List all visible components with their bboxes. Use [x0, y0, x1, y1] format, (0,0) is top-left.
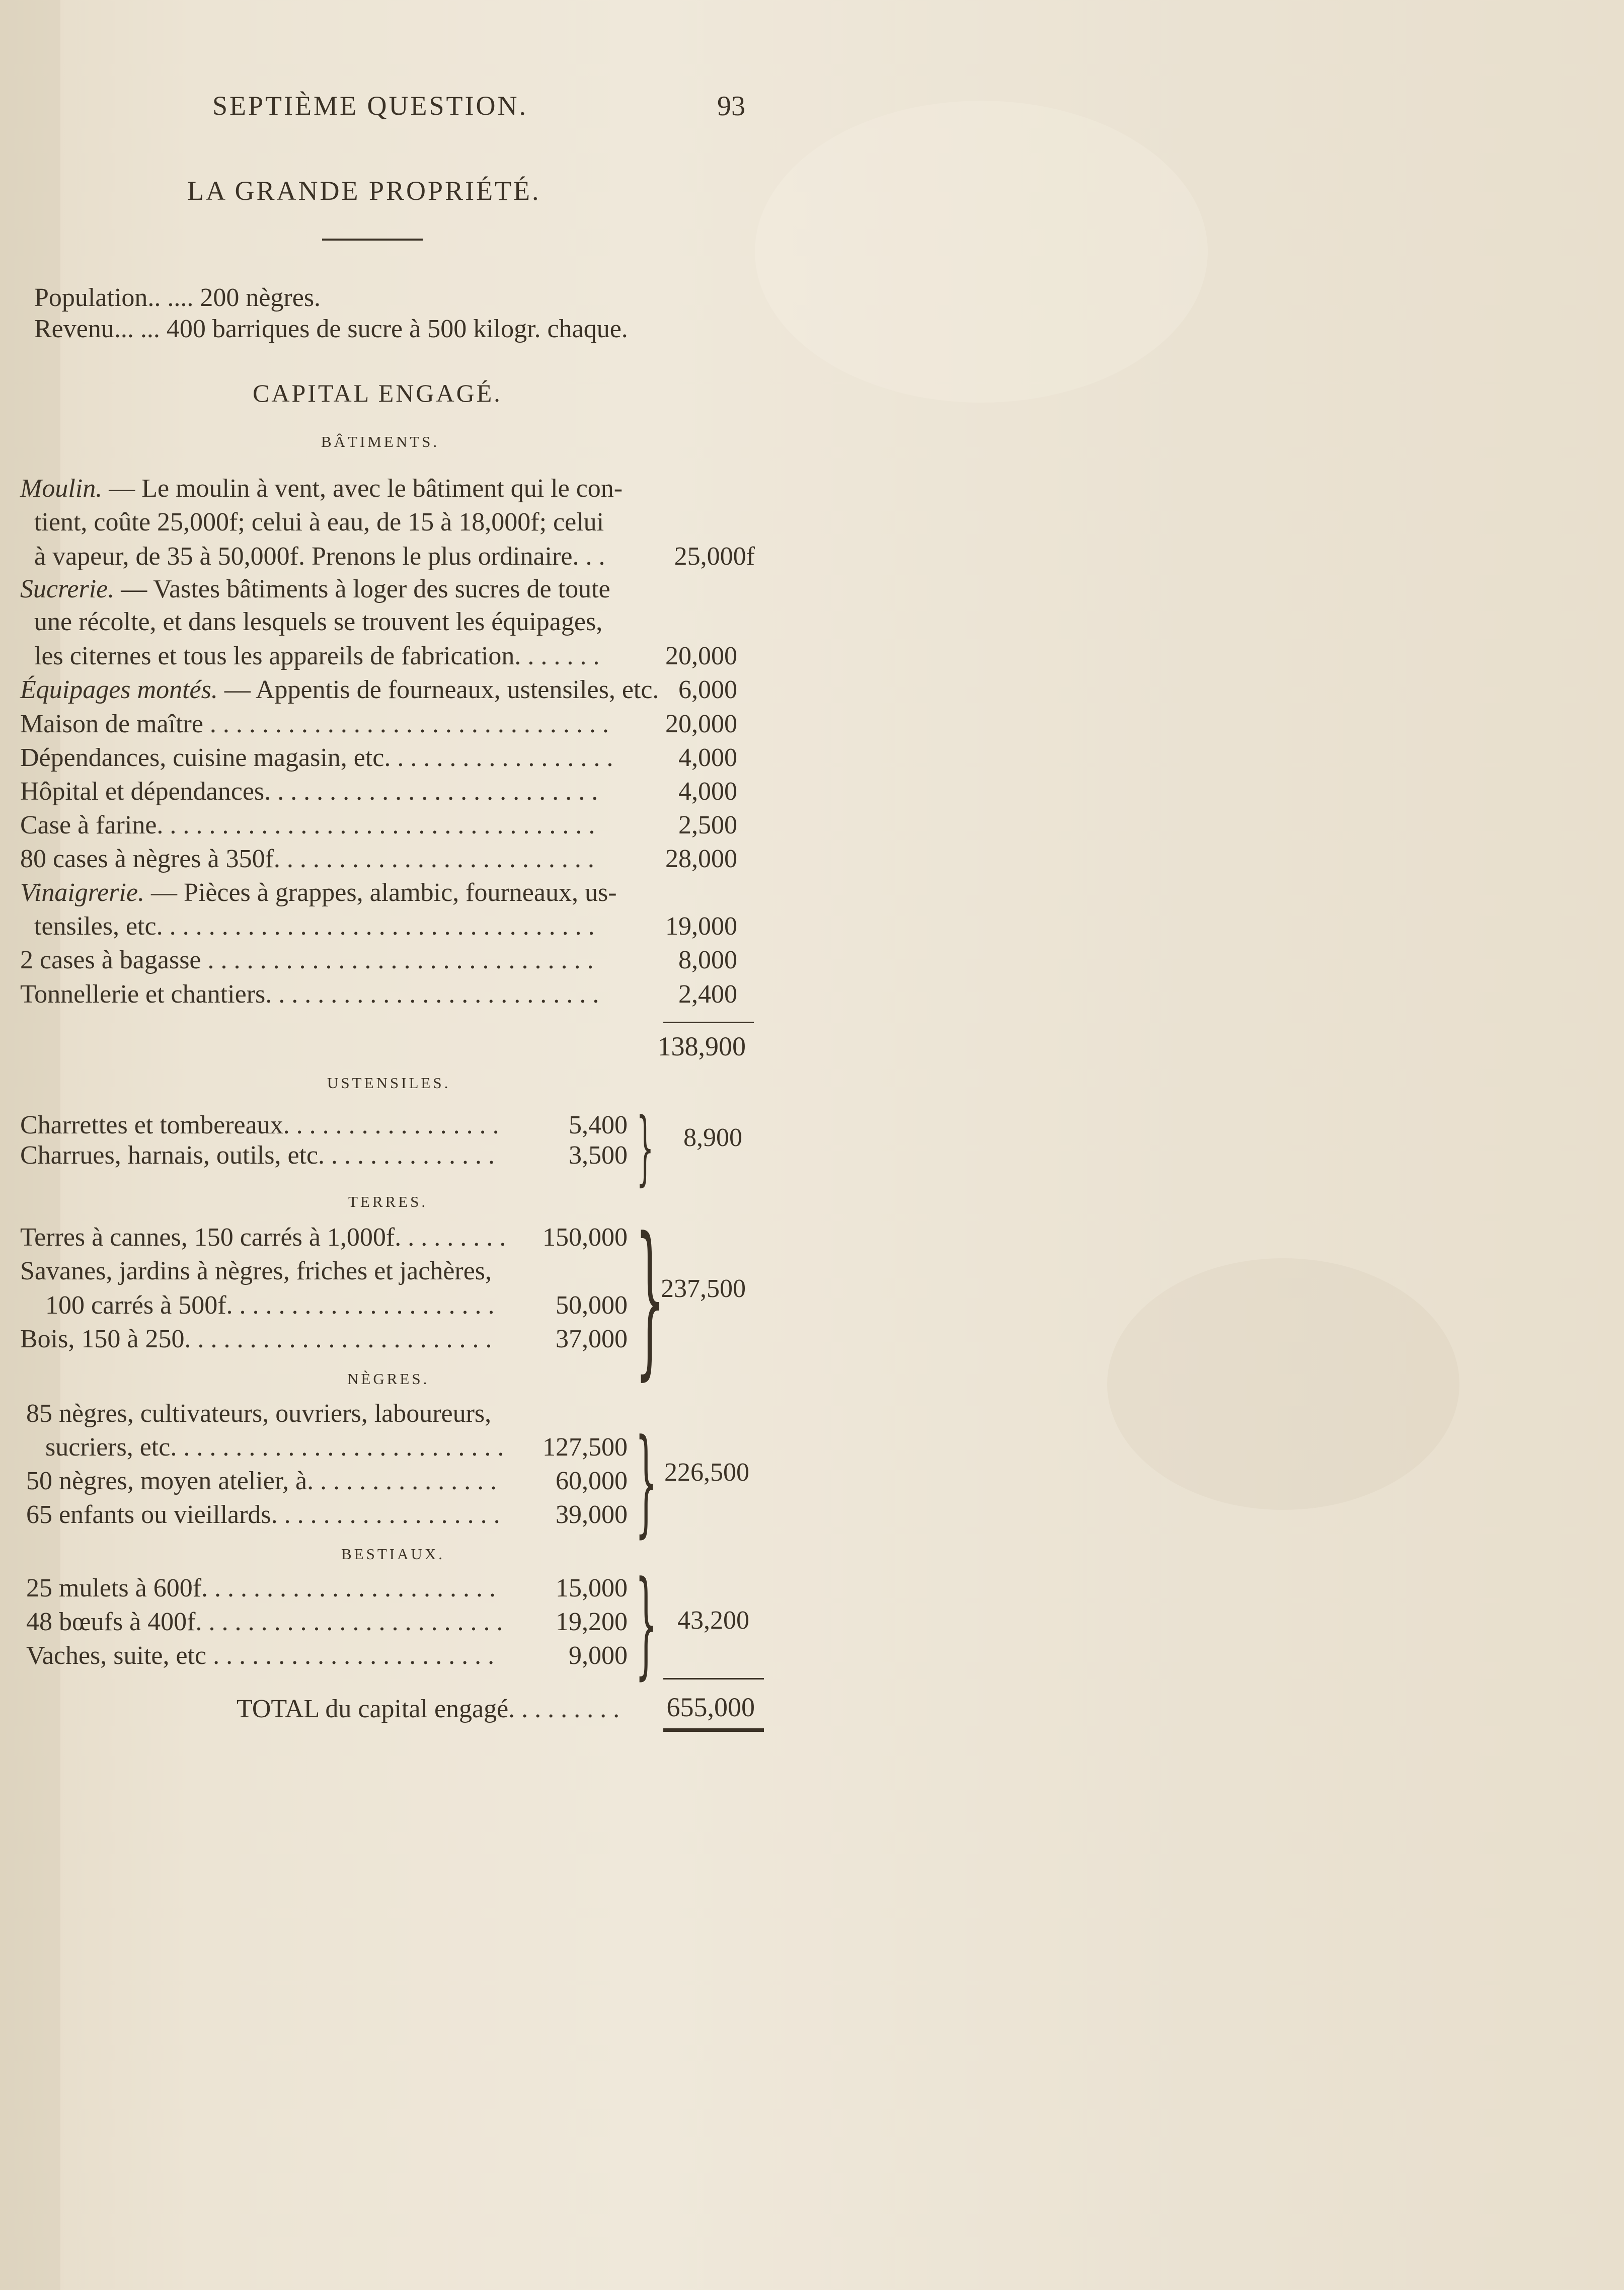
savanes-value: 50,000 [556, 1291, 628, 1320]
moulin-line-3: à vapeur, de 35 à 50,000f. Prenons le plus ordinaire. . . [34, 542, 605, 571]
mulets-label: 25 mulets à 600f. . . . . . . . . . . . . . . . . . . . . . . [26, 1574, 496, 1602]
tonnellerie-value: 2,400 [678, 980, 737, 1009]
cultivateurs-value: 127,500 [543, 1433, 628, 1462]
cases-negres-label: 80 cases à nègres à 350f. . . . . . . . . . . . . . . . . . . . . . . . . [20, 845, 594, 873]
terres-heading: TERRES. [348, 1193, 428, 1210]
vaches-value: 9,000 [569, 1641, 628, 1670]
sucrerie-value: 20,000 [665, 642, 737, 670]
moulin-text: — Le moulin à vent, avec le bâtiment qui le con- [102, 474, 623, 503]
dependances-label: Dépendances, cuisine magasin, etc. . . . . . . . . . . . . . . . . . [20, 743, 613, 772]
vinaigrerie-value: 19,000 [665, 912, 737, 941]
vinaigrerie-text: — Pièces à grappes, alambic, fourneaux, us- [144, 878, 617, 907]
paper-stain [755, 101, 1208, 403]
savanes-line-1: Savanes, jardins à nègres, friches et jachères, [20, 1257, 492, 1285]
charrettes-label: Charrettes et tombereaux. . . . . . . . . . . . . . . . . [20, 1111, 499, 1139]
grand-total-value: 655,000 [666, 1692, 755, 1722]
tonnellerie-label: Tonnellerie et chantiers. . . . . . . . . . . . . . . . . . . . . . . . . . [20, 980, 599, 1009]
cannes-value: 150,000 [543, 1223, 628, 1252]
sucrerie-text: — Vastes bâtiments à loger des sucres de toute [114, 575, 610, 603]
title-rule [322, 239, 423, 241]
mulets-value: 15,000 [556, 1574, 628, 1602]
charrues-value: 3,500 [569, 1141, 628, 1170]
revenu-line [34, 316, 628, 342]
negres-brace: } [635, 1415, 657, 1549]
charrettes-value: 5,400 [569, 1111, 628, 1139]
hopital-value: 4,000 [678, 777, 737, 806]
bois-label: Bois, 150 à 250. . . . . . . . . . . . . . . . . . . . . . . . [20, 1325, 492, 1353]
equipages-label: Équipages montés. [20, 675, 218, 704]
moulin-line-1 [20, 476, 623, 502]
maison-value: 20,000 [665, 710, 737, 738]
case-farine-label: Case à farine. . . . . . . . . . . . . . . . . . . . . . . . . . . . . . . . . . [20, 811, 595, 839]
bois-value: 37,000 [556, 1325, 628, 1353]
negres-heading: NÈGRES. [347, 1370, 430, 1388]
case-farine-value: 2,500 [678, 811, 737, 839]
ustensiles-brace: } [636, 1100, 654, 1194]
sucrerie-line-2: une récolte, et dans lesquels se trouvent les équipages, [34, 607, 603, 636]
moyen-label: 50 nègres, moyen atelier, à. . . . . . . . . . . . . . . [26, 1467, 497, 1495]
bestiaux-total: 43,200 [677, 1606, 749, 1635]
moyen-value: 60,000 [556, 1467, 628, 1495]
capital-title: CAPITAL ENGAGÉ. [253, 379, 502, 407]
sucrerie-label: Sucrerie. [20, 575, 115, 603]
terres-total: 237,500 [661, 1274, 746, 1303]
vinaigrerie-label: Vinaigrerie. [20, 878, 144, 907]
section-title: LA GRANDE PROPRIÉTÉ. [187, 176, 541, 206]
maison-label: Maison de maître . . . . . . . . . . . . . . . . . . . . . . . . . . . . . . . [20, 710, 609, 738]
population-line [34, 285, 321, 311]
population-value: 200 nègres. [200, 283, 321, 312]
moulin-value: 25,000f [674, 542, 755, 571]
boeufs-label: 48 bœufs à 400f. . . . . . . . . . . . . . . . . . . . . . . . [26, 1608, 503, 1636]
vinaigrerie-line-1 [20, 880, 617, 906]
negres-total: 226,500 [664, 1458, 749, 1487]
moulin-line-2: tient, coûte 25,000f; celui à eau, de 15 à 18,000f; celui [34, 508, 604, 537]
grand-total-label: TOTAL du capital engagé. . . . . . . . . [237, 1695, 620, 1723]
moulin-label: Moulin. [20, 474, 103, 503]
cultivateurs-line-1: 85 nègres, cultivateurs, ouvriers, laboureurs, [26, 1399, 492, 1428]
bestiaux-brace: } [635, 1557, 657, 1691]
total-rule-bottom [663, 1728, 764, 1732]
dependances-value: 4,000 [678, 743, 737, 772]
equipages-text: — Appentis de fourneaux, ustensiles, etc. [217, 675, 659, 704]
sucrerie-line-3: les citernes et tous les appareils de fabrication. . . . . . . [34, 642, 600, 670]
equipages-line [20, 677, 659, 703]
savanes-line-2: 100 carrés à 500f. . . . . . . . . . . . . . . . . . . . . [45, 1291, 495, 1320]
population-label: Population.. .... [34, 283, 200, 312]
vaches-label: Vaches, suite, etc . . . . . . . . . . . . . . . . . . . . . . [26, 1641, 495, 1670]
vinaigrerie-line-2: tensiles, etc. . . . . . . . . . . . . . . . . . . . . . . . . . . . . . . . . . [34, 912, 595, 941]
paper-stain [1107, 1258, 1459, 1510]
page-number: 93 [717, 91, 745, 122]
charrues-label: Charrues, harnais, outils, etc. . . . . . . . . . . . . . [20, 1141, 495, 1170]
total-rule-top [663, 1678, 764, 1680]
hopital-label: Hôpital et dépendances. . . . . . . . . . . . . . . . . . . . . . . . . . [20, 777, 598, 806]
cases-negres-value: 28,000 [665, 845, 737, 873]
running-title: SEPTIÈME QUESTION. [212, 91, 528, 121]
batiments-sum-rule [663, 1022, 754, 1023]
bestiaux-heading: BESTIAUX. [341, 1545, 445, 1563]
ustensiles-total: 8,900 [683, 1123, 742, 1152]
terres-brace: } [635, 1202, 665, 1395]
revenu-label: Revenu... ... [34, 315, 167, 343]
bagasse-label: 2 cases à bagasse . . . . . . . . . . . . . . . . . . . . . . . . . . . . . . [20, 946, 594, 974]
batiments-heading: BÂTIMENTS. [321, 433, 440, 450]
revenu-value: 400 barriques de sucre à 500 kilogr. chaque. [166, 315, 628, 343]
enfants-value: 39,000 [556, 1500, 628, 1529]
batiments-subtotal: 138,900 [657, 1031, 746, 1061]
sucrerie-line-1 [20, 576, 610, 602]
cannes-label: Terres à cannes, 150 carrés à 1,000f. . . . . . . . . [20, 1223, 506, 1252]
boeufs-value: 19,200 [556, 1608, 628, 1636]
ustensiles-heading: USTENSILES. [327, 1074, 451, 1092]
enfants-label: 65 enfants ou vieillards. . . . . . . . . . . . . . . . . . [26, 1500, 500, 1529]
equipages-value: 6,000 [678, 675, 737, 704]
bagasse-value: 8,000 [678, 946, 737, 974]
cultivateurs-line-2: sucriers, etc. . . . . . . . . . . . . . . . . . . . . . . . . . [45, 1433, 504, 1462]
